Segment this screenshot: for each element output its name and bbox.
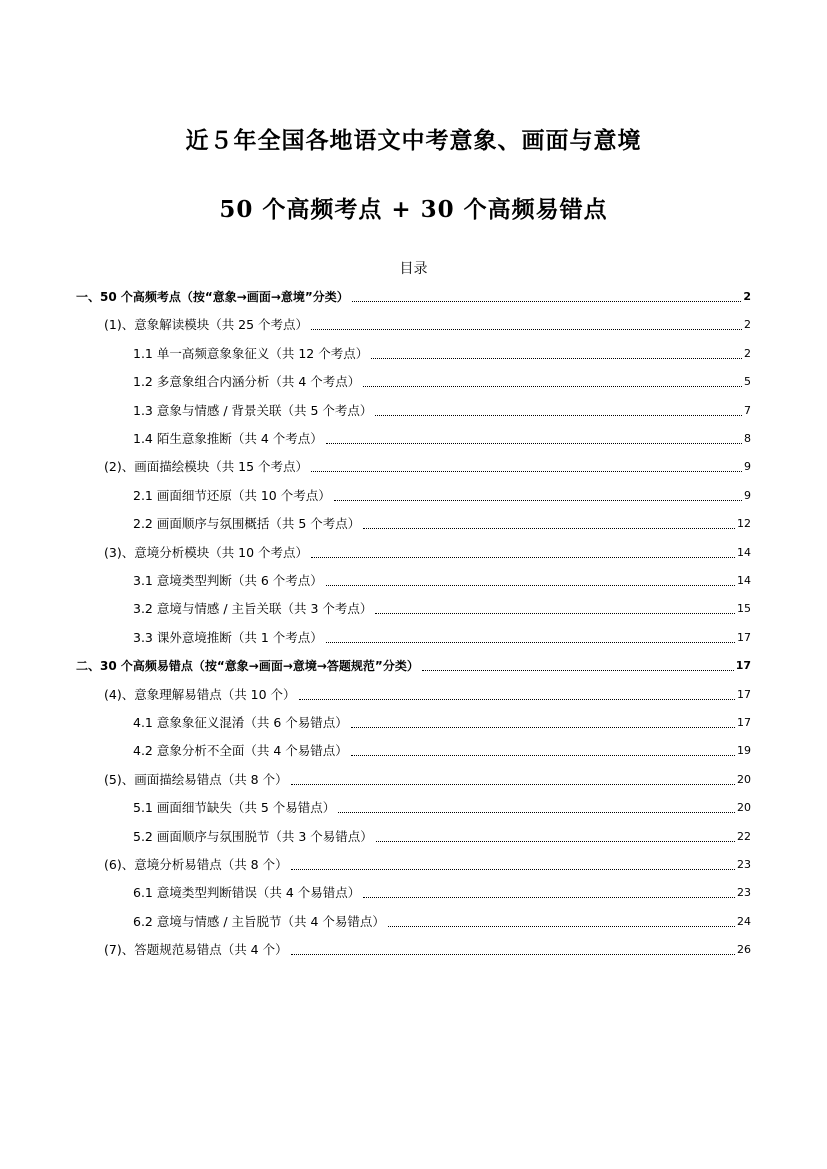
- toc-page-number: 9: [744, 460, 751, 474]
- toc-entry[interactable]: [133, 598, 751, 618]
- toc-dot-leader: [291, 784, 735, 785]
- toc-page-number: 9: [744, 488, 751, 502]
- toc-page-number: 23: [737, 858, 751, 871]
- toc-entry-label: 1.1 单一高频意象象征义（共 12 个考点）: [133, 345, 369, 361]
- toc-page-number: 2: [744, 346, 751, 360]
- toc-dot-leader: [351, 727, 735, 728]
- toc-page-number: 26: [737, 943, 751, 957]
- document-title: 近５年全国各地语文中考意象、画面与意境: [185, 127, 642, 154]
- toc-entry-label: 1.2 多意象组合内涵分析（共 4 个考点）: [133, 374, 361, 390]
- toc-entry[interactable]: [104, 684, 751, 704]
- toc-dot-leader: [338, 812, 735, 813]
- toc-entry-label: 1.4 陌生意象推断（共 4 个考点）: [133, 431, 323, 446]
- toc-entry-label: 一、50 个高频考点（按“意象→画面→意境”分类）: [76, 290, 349, 304]
- toc-entry[interactable]: [76, 655, 751, 675]
- toc-entry[interactable]: [133, 797, 751, 817]
- toc-entry[interactable]: [133, 513, 751, 533]
- toc-dot-leader: [326, 642, 735, 643]
- toc-page-number: 20: [737, 801, 751, 815]
- toc-dot-leader: [422, 670, 734, 671]
- toc-entry-label: 4.1 意象象征义混淆（共 6 个易错点）: [133, 715, 348, 730]
- toc-dot-leader: [326, 585, 735, 586]
- toc-entry-label: 4.2 意象分析不全面（共 4 个易错点）: [133, 743, 348, 759]
- toc-dot-leader: [352, 301, 742, 302]
- toc-entry-label: 5.1 画面细节缺失（共 5 个易错点）: [133, 800, 336, 816]
- toc-entry[interactable]: [104, 769, 751, 789]
- toc-page-number: 14: [737, 574, 751, 587]
- toc-dot-leader: [376, 841, 735, 842]
- toc-dot-leader: [334, 500, 742, 501]
- toc-entry-label: 2.2 画面顺序与氛围概括（共 5 个考点）: [133, 516, 361, 532]
- toc-dot-leader: [326, 443, 742, 444]
- toc-entry[interactable]: [133, 343, 751, 363]
- toc-dot-leader: [388, 926, 735, 927]
- toc-dot-leader: [291, 869, 735, 870]
- toc-page-number: 24: [737, 914, 751, 928]
- toc-entry-label: 1.3 意象与情感 / 背景关联（共 5 个考点）: [133, 402, 373, 418]
- toc-entry-label: (2)、画面描绘模块（共 15 个考点）: [104, 459, 309, 475]
- toc-dot-leader: [375, 415, 742, 416]
- toc-page-number: 15: [737, 602, 751, 616]
- toc-page-number: 20: [737, 772, 751, 786]
- toc-page-number: 17: [737, 716, 751, 729]
- toc-page-number: 22: [737, 829, 751, 843]
- toc-page-number: 7: [744, 403, 751, 417]
- toc-dot-leader: [363, 528, 735, 529]
- toc-page-number: 12: [737, 517, 751, 531]
- toc-dot-leader: [363, 897, 735, 898]
- toc-dot-leader: [375, 613, 735, 614]
- toc-page-number: 8: [744, 432, 751, 445]
- toc-entry[interactable]: [133, 712, 751, 732]
- toc-dot-leader: [351, 755, 735, 756]
- toc-page-number: 17: [737, 630, 751, 644]
- toc-page-number: 17: [735, 659, 751, 673]
- toc-entry[interactable]: [133, 400, 751, 420]
- toc-entry[interactable]: [133, 485, 751, 505]
- toc-entry[interactable]: [133, 911, 751, 931]
- toc-entry-label: (7)、答题规范易错点（共 4 个）: [104, 942, 288, 958]
- toc-entry-label: 3.2 意境与情感 / 主旨关联（共 3 个考点）: [133, 601, 373, 617]
- toc-entry-label: 3.3 课外意境推断（共 1 个考点）: [133, 629, 323, 645]
- toc-entry[interactable]: [133, 570, 751, 590]
- toc-dot-leader: [311, 557, 735, 558]
- toc-page-number: 2: [744, 318, 751, 332]
- toc-entry-label: (5)、画面描绘易错点（共 8 个）: [104, 771, 288, 787]
- toc-dot-leader: [299, 699, 735, 700]
- toc-entry[interactable]: [133, 428, 751, 448]
- toc-dot-leader: [291, 954, 735, 955]
- toc-entry-label: 5.2 画面顺序与氛围脱节（共 3 个易错点）: [133, 828, 373, 844]
- toc-page-number: 2: [743, 290, 751, 303]
- toc-page-number: 5: [744, 375, 751, 389]
- toc-page-number: 23: [737, 886, 751, 900]
- toc-entry[interactable]: [104, 854, 751, 874]
- toc-entry-label: (4)、意象理解易错点（共 10 个）: [104, 686, 296, 702]
- toc-entry-label: 6.1 意境类型判断错误（共 4 个易错点）: [133, 885, 361, 901]
- toc-entry-label: (3)、意境分析模块（共 10 个考点）: [104, 544, 309, 560]
- toc-page-number: 19: [737, 744, 751, 758]
- toc-entry[interactable]: [104, 542, 751, 562]
- toc-entry[interactable]: [133, 627, 751, 647]
- toc-heading: 目录: [399, 261, 428, 277]
- toc-entry[interactable]: [133, 371, 751, 391]
- toc-entry[interactable]: [104, 314, 751, 334]
- document-subtitle: 50 个高频考点 + 30 个高频易错点: [219, 196, 608, 223]
- toc-entry-label: (1)、意象解读模块（共 25 个考点）: [104, 317, 309, 333]
- toc-dot-leader: [311, 471, 742, 472]
- toc-entry[interactable]: [133, 882, 751, 902]
- toc-page-number: 14: [737, 545, 751, 559]
- toc-entry-label: 二、30 个高频易错点（按“意象→画面→意境→答题规范”分类）: [76, 659, 419, 674]
- toc-entry[interactable]: [104, 456, 751, 476]
- toc-page-number: 17: [737, 687, 751, 701]
- toc-entry-label: 3.1 意境类型判断（共 6 个考点）: [133, 573, 323, 588]
- toc-entry[interactable]: [133, 740, 751, 760]
- toc-entry[interactable]: [76, 286, 751, 306]
- toc-dot-leader: [311, 329, 742, 330]
- toc-entry[interactable]: [104, 939, 751, 959]
- toc-entry[interactable]: [133, 826, 751, 846]
- toc-entry-label: 2.1 画面细节还原（共 10 个考点）: [133, 487, 331, 503]
- toc-entry-label: (6)、意境分析易错点（共 8 个）: [104, 857, 288, 872]
- toc-dot-leader: [363, 386, 742, 387]
- toc-dot-leader: [371, 358, 742, 359]
- toc-entry-label: 6.2 意境与情感 / 主旨脱节（共 4 个易错点）: [133, 913, 385, 929]
